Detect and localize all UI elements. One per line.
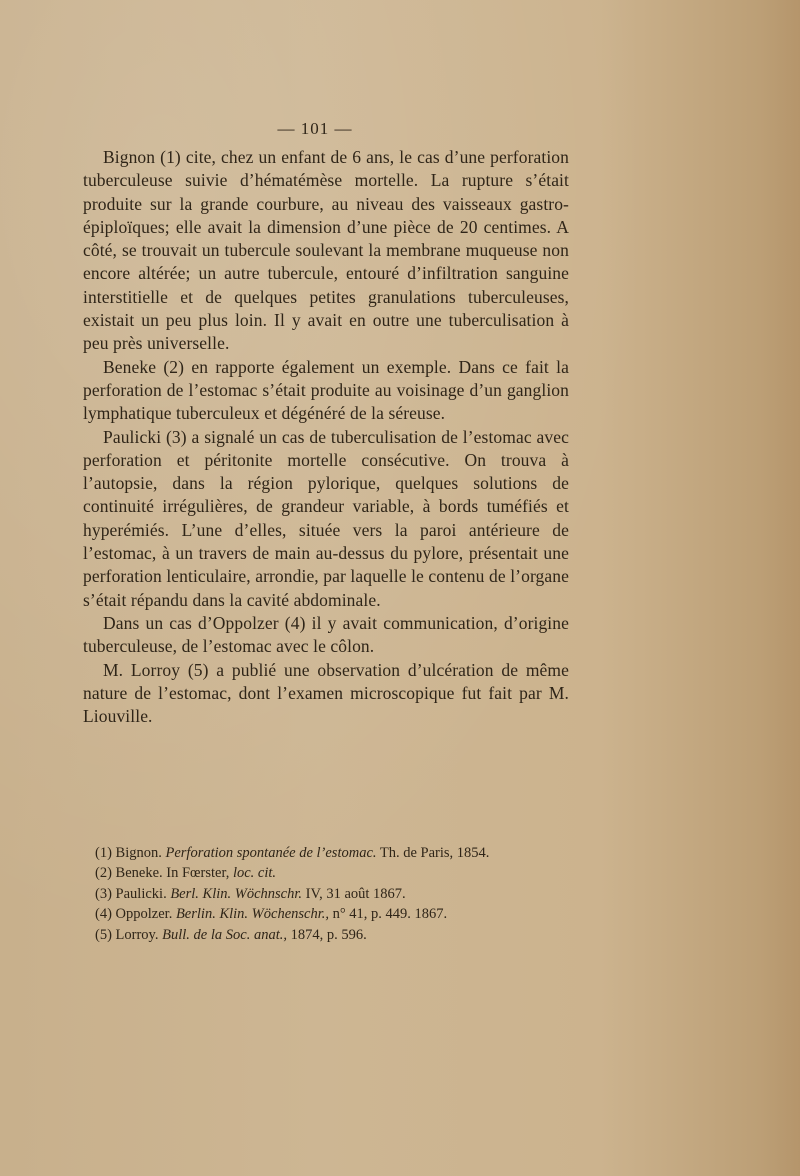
footnote-title: Perforation spontanée de l’estomac. <box>165 845 377 861</box>
paragraph-paulicki: Paulicki (3) a signalé un cas de tuberculisation de l’estomac avec perforation et péritonite mortelle consécutive. On trouva à l’autopsie, dans la région pylorique, quelques solutions de continuité irrégulières, de grandeur variable, à bords tuméfiés et hyperémiés. L’une d’elles, située vers la paroi antérieure de l’estomac, à un travers de main au-dessus du pylore, présentait une perforation lenticulaire, arrondie, par laquelle le contenu de l’organe s’était répandu dans la cavité abdominale. <box>83 426 569 610</box>
paragraph-beneke: Beneke (2) en rapporte également un exemple. Dans ce fait la perforation de l’estomac s’était produite au voisinage d’un ganglion lymphatique tuberculeux et dégénéré de la séreuse. <box>83 356 569 424</box>
footnote-mark: (3) <box>95 885 112 902</box>
footnote-title: Bull. de la Soc. anat., <box>162 926 287 943</box>
footnote-author: Bignon. <box>115 845 162 861</box>
footnotes <box>95 843 565 945</box>
footnote-source: 1874, p. 596. <box>290 926 367 943</box>
footnote-mark: (5) <box>95 926 112 943</box>
footnote-source: Th. de Paris, 1854. <box>379 845 490 861</box>
footnote-mark: (1) <box>95 845 112 861</box>
footnote-source: n° 41, p. 449. 1867. <box>332 906 448 923</box>
footnote-1 <box>95 843 565 863</box>
footnote-author: Lorroy. <box>115 926 159 943</box>
body-text <box>83 146 569 728</box>
footnote-3 <box>95 884 565 904</box>
footnote-mark: (2) <box>95 865 112 882</box>
footnote-title: Berlin. Klin. Wöchenschr., <box>175 906 329 923</box>
footnote-title: Berl. Klin. Wöchnschr. <box>170 885 303 902</box>
paragraph-oppolzer: Dans un cas d’Oppolzer (4) il y avait communication, d’origine tuberculeuse, de l’estomac avec le côlon. <box>83 612 569 657</box>
footnote-mark: (4) <box>95 906 112 923</box>
footnote-author: Oppolzer. <box>115 906 173 923</box>
footnote-4 <box>95 904 565 924</box>
paragraph-lorroy: M. Lorroy (5) a publié une observation d’ulcération de même nature de l’estomac, dont l’examen microscopique fut fait par M. Liouville. <box>83 659 569 727</box>
footnote-author: Beneke. <box>115 865 163 882</box>
footnote-author: Paulicki. <box>115 885 167 902</box>
footnote-2 <box>95 863 565 883</box>
footnote-source: IV, 31 août 1867. <box>305 885 406 902</box>
footnote-pre: In Fœrster, <box>166 865 230 882</box>
footnote-5 <box>95 925 565 945</box>
paragraph-bignon: Bignon (1) cite, chez un enfant de 6 ans, le cas d’une perforation tuberculeuse suivie d’hématémèse mortelle. La rupture s’était produite sur la grande courbure, au niveau des vaisseaux gastro-épiploïques; elle avait la dimension d’une pièce de 20 centimes. A côté, se trouvait un tubercule soulevant la membrane muqueuse non encore altérée; un autre tubercule, entouré d’infiltration sanguine interstitielle et de quelques petites granulations tuberculeuses, existait un peu plus loin. Il y avait en outre une tuberculisation à peu près universelle. <box>83 147 569 354</box>
page-number: — 101 — <box>277 119 353 138</box>
footnote-title: loc. cit. <box>232 865 277 882</box>
